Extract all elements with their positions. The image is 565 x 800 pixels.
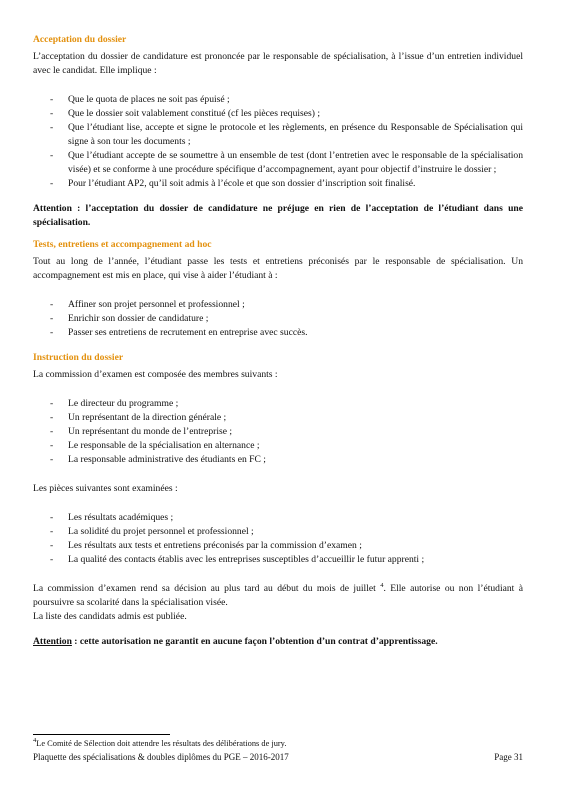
footnote-ref: 4 [380,581,384,589]
acceptation-intro: L’acceptation du dossier de candidature est prononcée par le responsable de spécialisation, à l’issue d’un entretien individuel avec le candidat. Elle implique : [33,51,523,76]
page-content [33,33,523,649]
footnote: $^4$Le Comité de Sélection doit attendre les résultats des délibérations de jury. [33,737,287,748]
list-item: - Enrichir son dossier de candidature ; [50,313,209,324]
page-number: Page 31 [494,752,523,762]
footnote-divider [33,734,170,735]
list-item: - Les résultats aux tests et entretiens préconisés par la commission d’examen ; [50,540,362,551]
list-item: - Affiner son projet personnel et professionnel ; [50,299,245,310]
pieces-list [33,511,523,567]
list-item: - Le responsable de la spécialisation en alternance ; [50,440,260,451]
list-item: - Les résultats académiques ; [50,512,174,523]
list-item: - Le directeur du programme ; [50,398,179,409]
list-item: - Que le quota de places ne soit pas épuisé ; [50,94,230,105]
list-item: - Pour l’étudiant AP2, qu’il soit admis à l’école et que son dossier d’inscription soit finalisé. [50,178,416,189]
acceptation-attention: Attention : l’acceptation du dossier de candidature ne préjuge en rien de l’acceptation de l’étudiant dans une spécialisation. [33,203,523,228]
commission-intro: La commission d’examen est composée des membres suivants : [33,369,278,380]
list-item: - Passer ses entretiens de recrutement en entreprise avec succès. [50,327,308,338]
list-item: - Que le dossier soit valablement constitué (cf les pièces requises) ; [50,108,321,119]
decision-paragraph: La commission d’examen rend sa décision au plus tard au début du mois de juillet $^4$. Elle autorise ou non l’étudiant à poursuivre sa scolarité dans la spécialisation visée. [33,581,523,608]
tests-list [33,298,523,340]
list-item: - La solidité du projet personnel et professionnel ; [50,526,254,537]
tests-intro: Tout au long de l’année, l’étudiant passe les tests et entretiens préconisés par le responsable de spécialisation. Un accompagnement est mis en place, qui vise à aider l’étudiant à : [33,256,523,281]
pieces-intro: Les pièces suivantes sont examinées : [33,483,178,494]
list-item: - La responsable administrative des étudiants en FC ; [50,454,266,465]
heading-instruction: Instruction du dossier [33,352,124,363]
list-item: - La qualité des contacts établis avec les entreprises susceptibles d’accueillir le futur apprenti ; [50,554,425,565]
list-item: - Un représentant de la direction générale ; [50,412,227,423]
instruction-attention: Attention : cette autorisation ne garantit en aucune façon l’obtention d’un contrat d’apprentissage. [33,636,438,647]
list-item: - Que l’étudiant accepte de se soumettre à un ensemble de test (dont l’entretien avec le responsable de la spécialisation visée) et se conforme à une procédure spécifique d’accompagnement, ayant pour objectif d’instruire le dossier ; [50,150,523,175]
acceptation-list [33,93,523,191]
list-item: - Un représentant du monde de l’entreprise ; [50,426,233,437]
footer-title: Plaquette des spécialisations & doubles diplômes du PGE – 2016-2017 [33,752,289,762]
heading-tests: Tests, entretiens et accompagnement ad hoc [33,239,212,250]
commission-members-list [33,397,523,467]
list-published-text: La liste des candidats admis est publiée. [33,611,187,622]
heading-acceptation: Acceptation du dossier [33,34,127,45]
page-footer [33,751,523,764]
list-item: - Que l’étudiant lise, accepte et signe le protocole et les règlements, en présence du Responsable de Spécialisation qui signe à son tour les documents ; [50,122,523,147]
